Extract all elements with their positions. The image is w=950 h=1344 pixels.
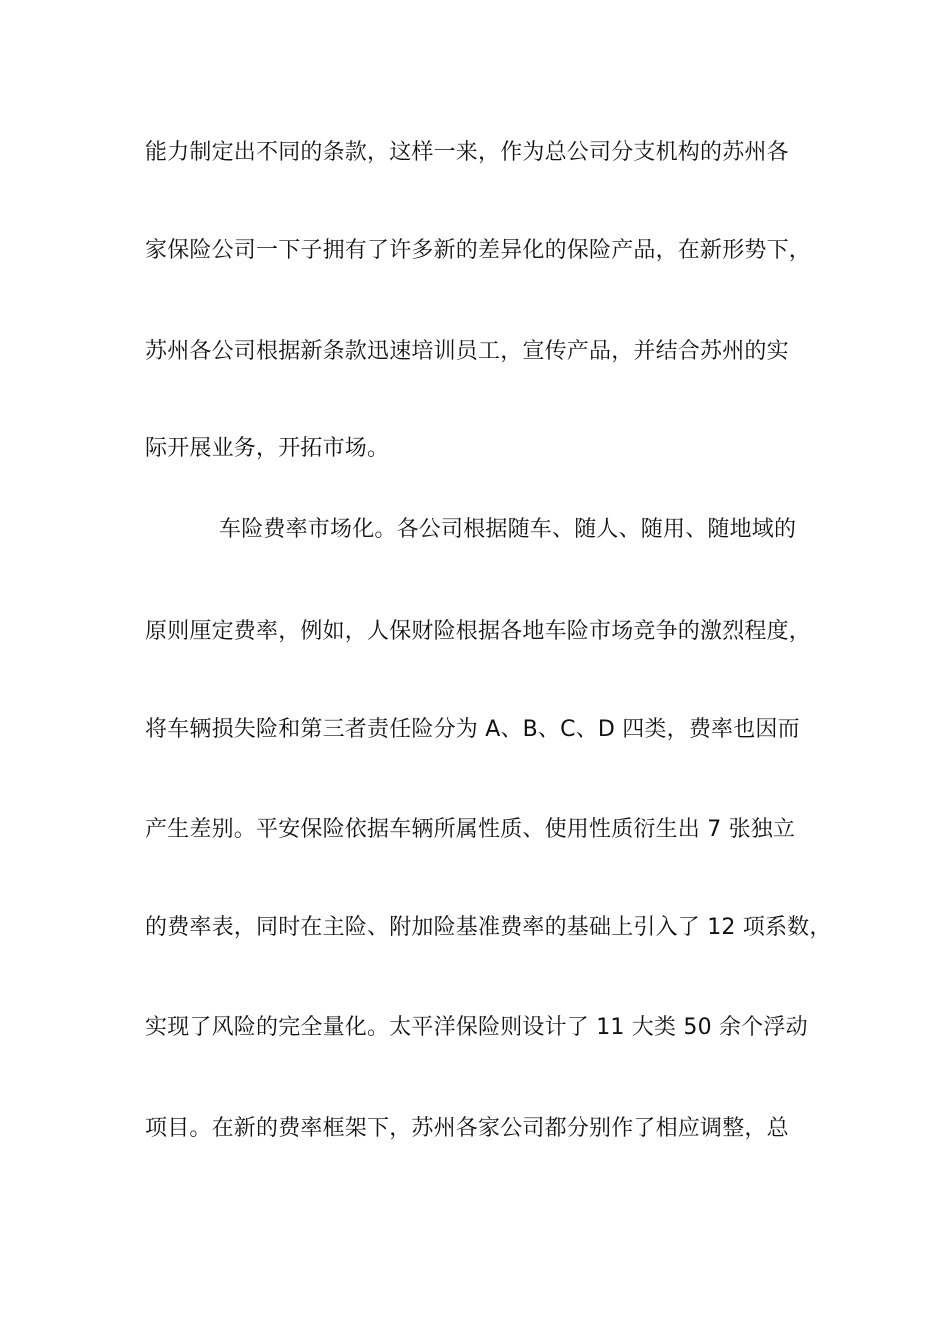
text-line-6: 原则厘定费率，例如，人保财险根据各地车险市场竞争的激烈程度， <box>145 619 812 644</box>
text-line-7: 将车辆损失险和第三者责任险分为 A、B、C、D 四类，费率也因而 <box>145 717 800 742</box>
text-line-4: 际开展业务，开拓市场。 <box>145 436 390 461</box>
paragraph-start-line: 车险费率市场化。各公司根据随车、随人、随用、随地域的 <box>219 517 797 542</box>
text-line-11: 项目。在新的费率框架下，苏州各家公司都分别作了相应调整，总 <box>145 1116 789 1141</box>
text-line-10: 实现了风险的完全量化。太平洋保险则设计了 11 大类 50 余个浮动 <box>145 1015 808 1040</box>
text-line-3: 苏州各公司根据新条款迅速培训员工，宣传产品，并结合苏州的实 <box>145 339 789 364</box>
text-line-8: 产生差别。平安保险依据车辆所属性质、使用性质衍生出 7 张独立 <box>145 817 796 842</box>
text-line-2: 家保险公司一下子拥有了许多新的差异化的保险产品，在新形势下， <box>145 238 812 263</box>
text-line-9: 的费率表，同时在主险、附加险基准费率的基础上引入了 12 项系数， <box>145 915 832 940</box>
text-line-1: 能力制定出不同的条款，这样一来，作为总公司分支机构的苏州各 <box>145 140 789 165</box>
